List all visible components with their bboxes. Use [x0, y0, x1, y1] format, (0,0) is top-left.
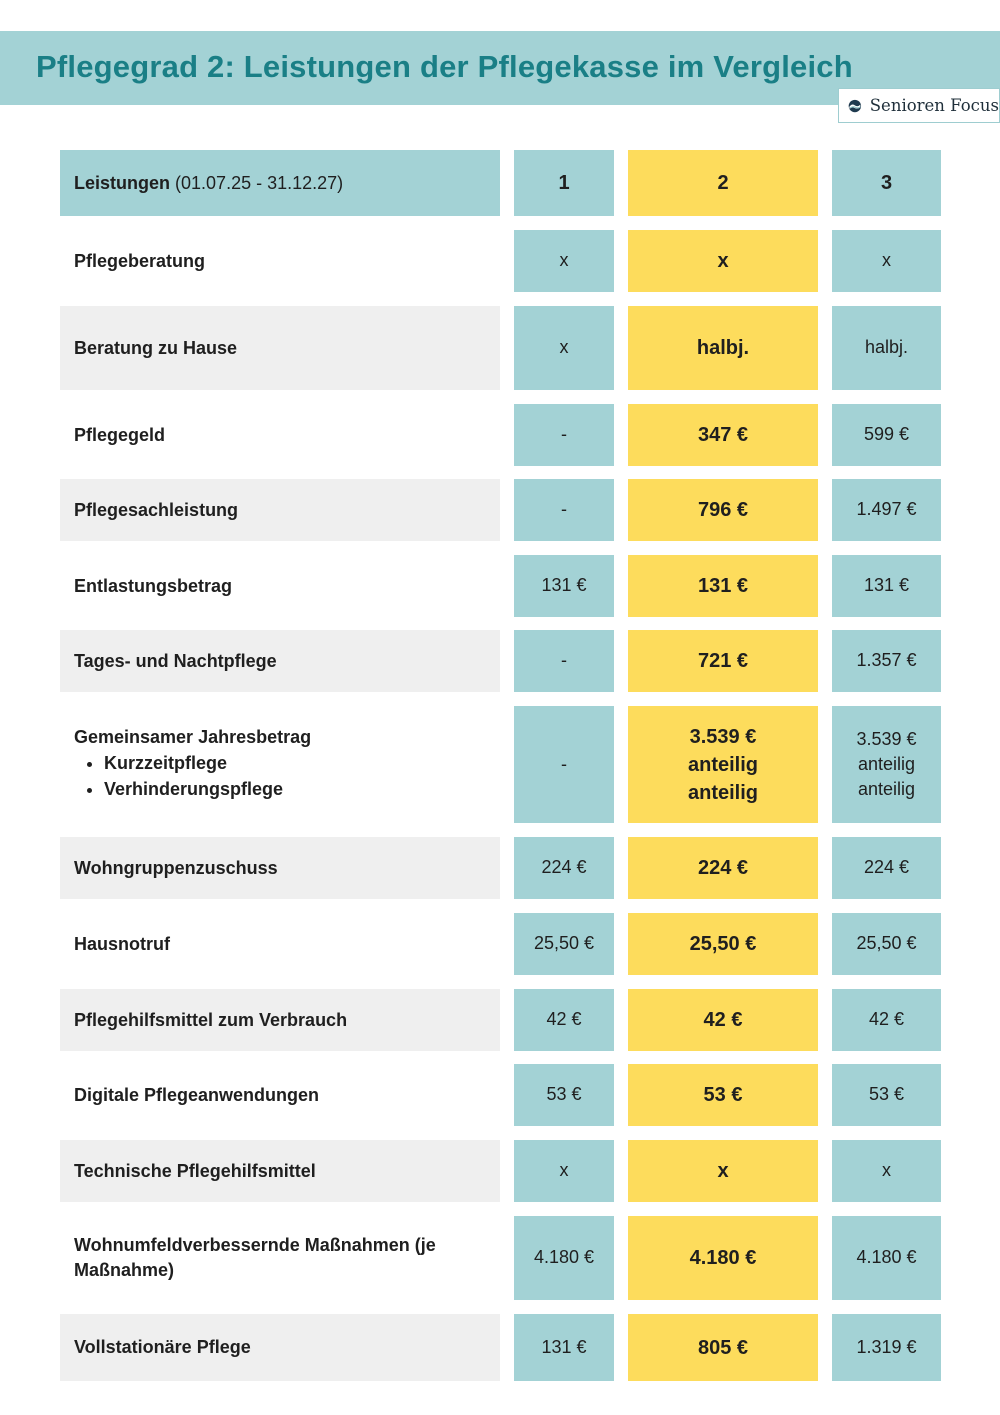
value-pg3: 4.180 € — [832, 1216, 941, 1300]
value-pg1: 131 € — [514, 1314, 614, 1381]
value-pg3: halbj. — [832, 306, 941, 390]
value-line: 3.539 € — [689, 725, 757, 748]
value-line: anteilig — [687, 781, 758, 804]
row-label: Technische Pflegehilfsmittel — [60, 1140, 500, 1202]
row-label: Beratung zu Hause — [60, 306, 500, 390]
value-line: anteilig — [857, 779, 916, 800]
row-label: Vollstationäre Pflege — [60, 1314, 500, 1381]
value-pg2: halbj. — [628, 306, 818, 390]
value-pg2: 805 € — [628, 1314, 818, 1381]
column-header-3: 3 — [832, 150, 941, 216]
value-pg2 — [628, 706, 818, 823]
value-pg2: 721 € — [628, 630, 818, 692]
value-pg3: 1.319 € — [832, 1314, 941, 1381]
value-pg1: 25,50 € — [514, 913, 614, 975]
column-header-2: 2 — [628, 150, 818, 216]
value-pg1: - — [514, 404, 614, 466]
value-line: anteilig — [857, 753, 916, 774]
value-pg3: 25,50 € — [832, 913, 941, 975]
value-pg3: 1.357 € — [832, 630, 941, 692]
value-pg1: x — [514, 306, 614, 390]
sub-item-list — [74, 750, 311, 802]
header-label: Leistungen — [74, 172, 171, 193]
row-label: Pflegehilfsmittel zum Verbrauch — [60, 989, 500, 1051]
row-label: Pflegesachleistung — [60, 479, 500, 541]
row-label: Wohngruppenzuschuss — [60, 837, 500, 899]
row-label: Digitale Pflegeanwendungen — [74, 1084, 320, 1105]
value-pg3: 53 € — [832, 1064, 941, 1126]
value-pg2: 25,50 € — [628, 913, 818, 975]
page-title: Pflegegrad 2: Leistungen der Pflegekasse im Vergleich — [36, 49, 853, 84]
value-pg3: 131 € — [832, 555, 941, 617]
value-pg3: x — [832, 1140, 941, 1202]
value-pg1: 53 € — [514, 1064, 614, 1126]
value-pg3: 224 € — [832, 837, 941, 899]
value-pg2: 347 € — [628, 404, 818, 466]
value-pg2: x — [628, 1140, 818, 1202]
value-pg3: 599 € — [832, 404, 941, 466]
list-item: • Verhinderungspflege — [104, 776, 311, 802]
wave-icon — [848, 97, 862, 115]
value-pg1: x — [514, 1140, 614, 1202]
value-pg2: 42 € — [628, 989, 818, 1051]
header-label-cell — [60, 150, 500, 216]
brand-logo — [838, 88, 1000, 123]
value-line: anteilig — [687, 753, 758, 776]
value-line: 3.539 € — [856, 728, 917, 749]
row-label: Wohnumfeldverbessernde Maßnahmen (je Maßnahme) — [74, 1235, 436, 1280]
value-pg2: 53 € — [628, 1064, 818, 1126]
value-pg1: 131 € — [514, 555, 614, 617]
value-pg1: x — [514, 230, 614, 292]
value-pg3: 42 € — [832, 989, 941, 1051]
value-pg2: 131 € — [628, 555, 818, 617]
row-label: Tages- und Nachtpflege — [60, 630, 500, 692]
list-item: • Kurzzeitpflege — [104, 750, 311, 776]
value-pg1: 4.180 € — [514, 1216, 614, 1300]
value-pg2: 224 € — [628, 837, 818, 899]
column-header-1: 1 — [514, 150, 614, 216]
value-pg1: - — [514, 630, 614, 692]
row-label: Gemeinsamer Jahresbetrag — [74, 727, 312, 747]
row-label: Pflegeberatung — [74, 250, 206, 271]
value-pg3 — [832, 706, 941, 823]
value-pg2: x — [628, 230, 818, 292]
row-label-cell — [60, 706, 500, 823]
brand-name: Senioren Focus — [869, 96, 999, 115]
value-pg2: 796 € — [628, 479, 818, 541]
value-pg1: 224 € — [514, 837, 614, 899]
value-pg1: 42 € — [514, 989, 614, 1051]
value-pg1: - — [514, 706, 614, 823]
value-pg2: 4.180 € — [628, 1216, 818, 1300]
row-label: Hausnotruf — [74, 933, 170, 954]
header-period: (01.07.25 - 31.12.27) — [175, 172, 344, 193]
row-label: Entlastungsbetrag — [74, 575, 233, 596]
value-pg3: x — [832, 230, 941, 292]
value-pg1: - — [514, 479, 614, 541]
row-label: Pflegegeld — [74, 424, 166, 445]
value-pg3: 1.497 € — [832, 479, 941, 541]
